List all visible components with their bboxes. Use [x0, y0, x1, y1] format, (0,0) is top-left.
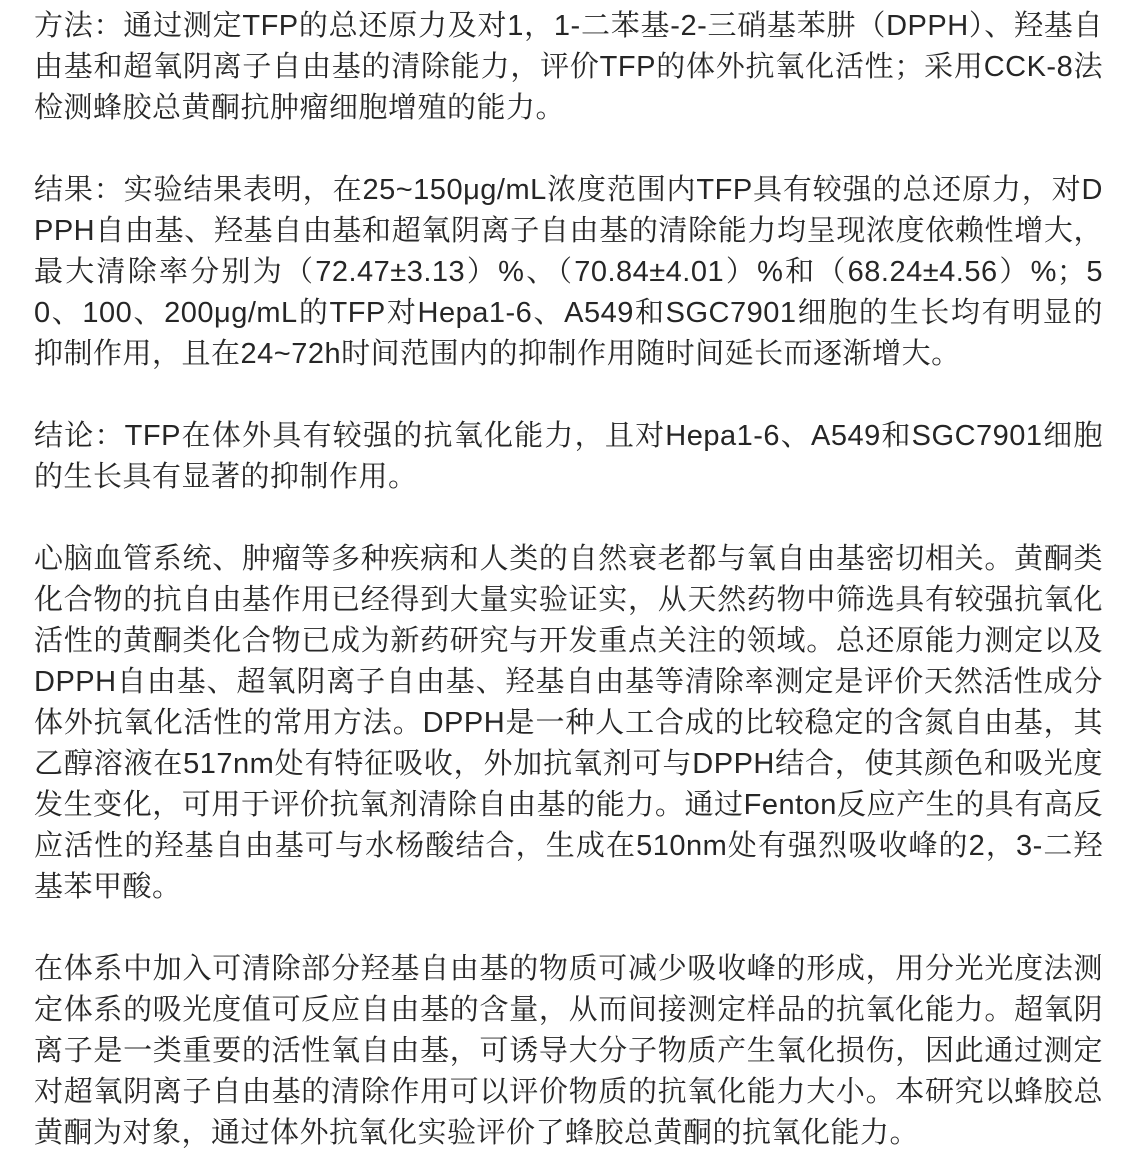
paragraph-methods: 方法：通过测定TFP的总还原力及对1，1-二苯基-2-三硝基苯肼（DPPH）、羟基自由基和超氧阴离子自由基的清除能力，评价TFP的体外抗氧化活性；采用CCK-8法检测蜂胶总黄酮抗肿瘤细胞增殖的能力。 [34, 10, 1103, 124]
paragraph-background: 心脑血管系统、肿瘤等多种疾病和人类的自然衰老都与氧自由基密切相关。黄酮类化合物的抗自由基作用已经得到大量实验证实，从天然药物中筛选具有较强抗氧化活性的黄酮类化合物已成为新药研究与开发重点关注的领域。总还原能力测定以及DPPH自由基、超氧阴离子自由基、羟基自由基等清除率测定是评价天然活性成分体外抗氧化活性的常用方法。DPPH是一种人工合成的比较稳定的含氮自由基，其乙醇溶液在517nm处有特征吸收，外加抗氧剂可与DPPH结合，使其颜色和吸光度发生变化，可用于评价抗氧剂清除自由基的能力。通过Fenton反应产生的具有高反应活性的羟基自由基可与水杨酸结合，生成在510nm处有强烈吸收峰的2，3-二羟基苯甲酸。 [34, 543, 1103, 903]
paragraph-results: 结果：实验结果表明，在25~150μg/mL浓度范围内TFP具有较强的总还原力，对DPPH自由基、羟基自由基和超氧阴离子自由基的清除能力均呈现浓度依赖性增大，最大清除率分别为（72.47±3.13）%、（70.84±4.01）%和（68.24±4.56）%；50、100、200μg/mL的TFP对Hepa1-6、A549和SGC7901细胞的生长均有明显的抑制作用，且在24~72h时间范围内的抑制作用随时间延长而逐渐增大。 [34, 174, 1103, 370]
paragraph-conclusion: 结论：TFP在体外具有较强的抗氧化能力，且对Hepa1-6、A549和SGC7901细胞的生长具有显著的抑制作用。 [34, 420, 1103, 493]
paragraph-discussion: 在体系中加入可清除部分羟基自由基的物质可减少吸收峰的形成，用分光光度法测定体系的吸光度值可反应自由基的含量，从而间接测定样品的抗氧化能力。超氧阴离子是一类重要的活性氧自由基，可诱导大分子物质产生氧化损伤，因此通过测定对超氧阴离子自由基的清除作用可以评价物质的抗氧化能力大小。本研究以蜂胶总黄酮为对象，通过体外抗氧化实验评价了蜂胶总黄酮的抗氧化能力。 [34, 953, 1103, 1149]
